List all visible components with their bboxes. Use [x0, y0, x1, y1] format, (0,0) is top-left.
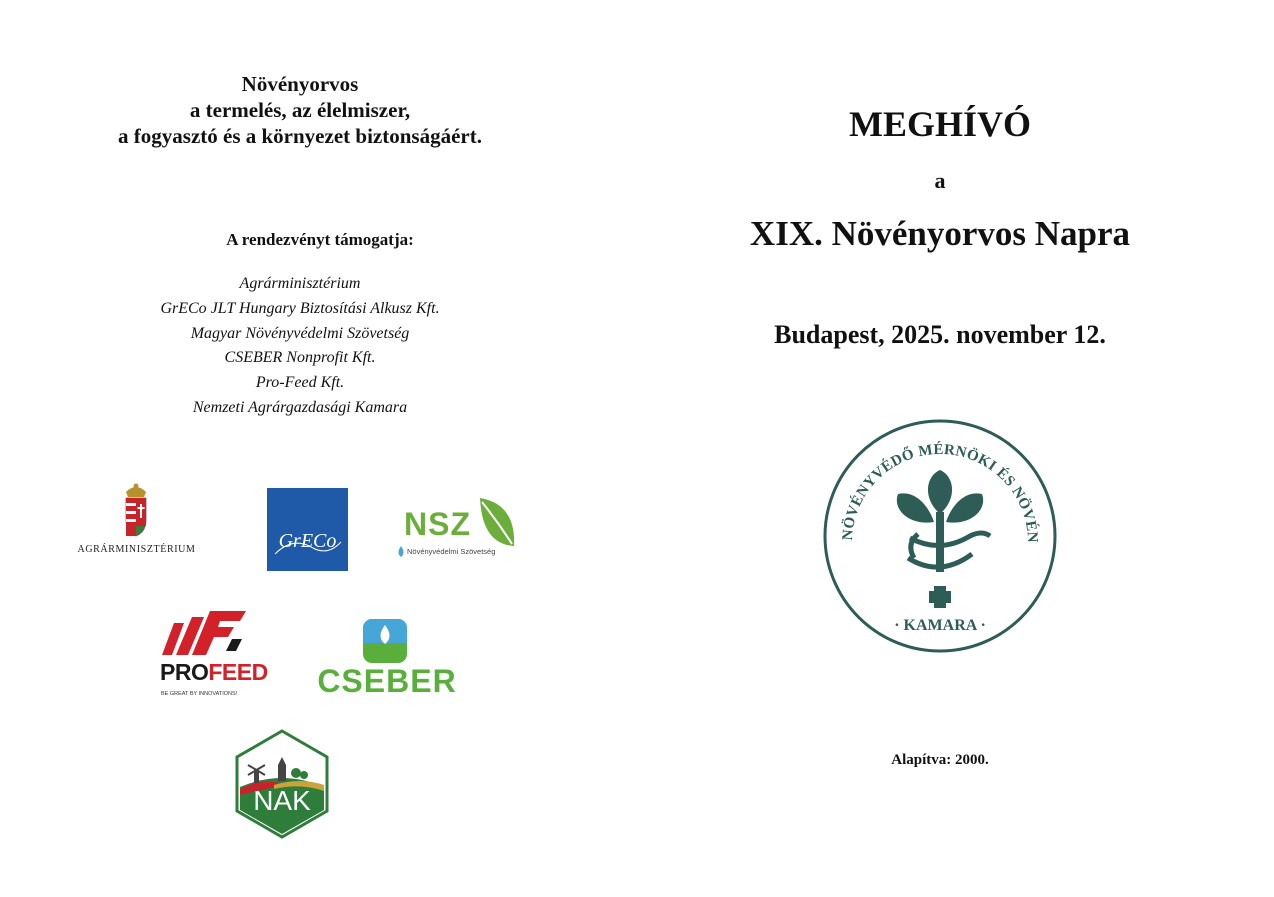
- seal-bottom-text: · KAMARA ·: [894, 617, 986, 634]
- sponsor-item: Magyar Növényvédelmi Szövetség: [190, 324, 410, 342]
- profeed-wordmark: [160, 659, 268, 686]
- tagline: [40, 71, 560, 149]
- nak-emblem-icon: [234, 729, 330, 839]
- sponsor-item: CSEBER Nonprofit Kft.: [224, 349, 376, 367]
- profeed-logo: [160, 609, 268, 705]
- sponsor-item: GrECo JLT Hungary Biztosítási Alkusz Kft.: [160, 299, 440, 317]
- tagline-line: a termelés, az élelmiszer,: [189, 98, 411, 122]
- greco-swoosh-icon: [273, 536, 343, 558]
- water-drop-icon: [396, 546, 406, 558]
- seal-top-text: NÖVÉNYVÉDŐ MÉRNÖKI ÉS NÖVÉN: [839, 441, 1041, 544]
- agrarminiszterium-logo: [74, 480, 199, 560]
- greco-logo: [267, 488, 348, 571]
- profeed-text-pro: PRO: [160, 659, 209, 685]
- support-heading: A rendezvényt támogatja:: [226, 230, 414, 249]
- chamber-seal: [822, 418, 1058, 654]
- seal-emblem-icon: [822, 418, 1058, 654]
- event-date: Budapest, 2025. november 12.: [774, 320, 1106, 349]
- nak-logo: [234, 729, 330, 839]
- event-name: XIX. Növényorvos Napra: [749, 214, 1131, 253]
- cseber-logo-text: CSEBER: [317, 663, 457, 699]
- invitation-conjunction: a: [934, 168, 946, 193]
- sponsor-item: Pro-Feed Kft.: [255, 374, 345, 392]
- nsz-logo-text: NSZ: [404, 506, 471, 542]
- profeed-text-feed: FEED: [208, 659, 268, 685]
- sponsor-item: Nemzeti Agrárgazdasági Kamara: [192, 398, 408, 416]
- sponsor-list: [60, 272, 540, 421]
- cseber-logo: [313, 619, 461, 699]
- tagline-line: a fogyasztó és a környezet biztonságáért.: [118, 124, 482, 148]
- nsz-logo: [396, 496, 520, 562]
- tagline-line: Növényorvos: [241, 72, 359, 96]
- agrar-logo-text: AGRÁRMINISZTÉRIUM: [77, 544, 196, 555]
- nsz-logo-subtitle: Növényvédelmi Szövetség: [407, 547, 496, 556]
- greco-logo-text: GrECo: [278, 530, 337, 552]
- water-drop-icon: [363, 619, 407, 663]
- profeed-arrows-icon: [160, 609, 250, 657]
- nak-logo-text: NAK: [253, 785, 311, 816]
- founded-note: Alapítva: 2000.: [891, 752, 989, 768]
- invitation-title: MEGHÍVÓ: [848, 104, 1031, 144]
- profeed-slogan: BE GREAT BY INNOVATIONS!: [161, 691, 238, 697]
- sponsor-item: Agrárminisztérium: [239, 275, 361, 292]
